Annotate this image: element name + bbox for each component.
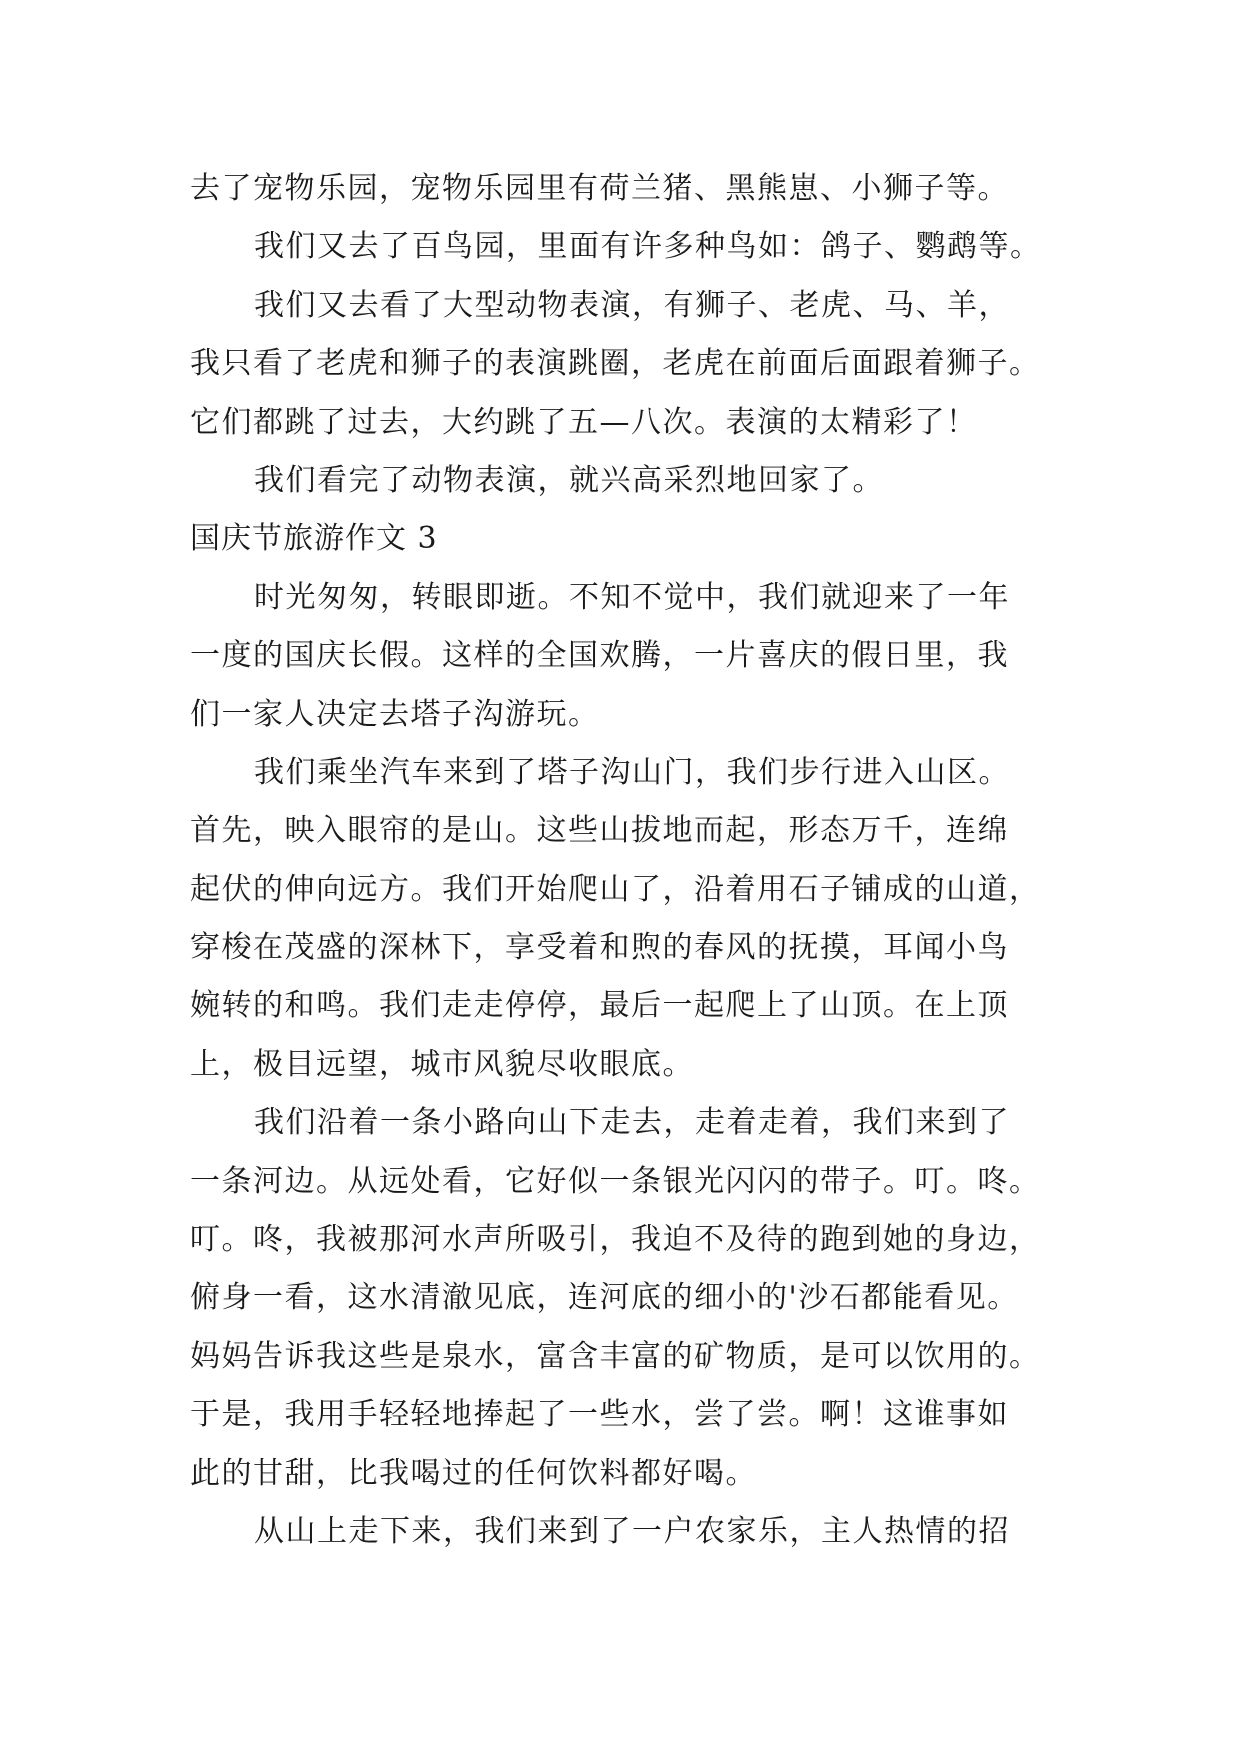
text-line: 叮。咚，我被那河水声所吸引，我迫不及待的跑到她的身边， bbox=[190, 1222, 1041, 1258]
text-line: 妈妈告诉我这些是泉水，富含丰富的矿物质，是可以饮用的。 bbox=[190, 1338, 1041, 1374]
text-line: 此的甘甜，比我喝过的任何饮料都好喝。 bbox=[190, 1455, 757, 1491]
text-line: 起伏的伸向远方。我们开始爬山了，沿着用石子铺成的山道， bbox=[190, 871, 1041, 907]
text-line: 我们乘坐汽车来到了塔子沟山门，我们步行进入山区。 bbox=[254, 754, 1010, 790]
essay-body bbox=[190, 160, 1060, 1561]
text-line: 上，极目远望，城市风貌尽收眼底。 bbox=[190, 1046, 694, 1082]
text-line: 俯身一看，这水清澈见底，连河底的细小的'沙石都能看见。 bbox=[190, 1280, 1019, 1316]
text-line: 一度的国庆长假。这样的全国欢腾，一片喜庆的假日里，我 bbox=[190, 638, 1009, 674]
text-line: 它们都跳了过去，大约跳了五—八次。表演的太精彩了！ bbox=[190, 404, 978, 440]
text-line: 一条河边。从远处看，它好似一条银光闪闪的带子。叮。咚。 bbox=[190, 1163, 1041, 1199]
text-line: 我们又去看了大型动物表演，有狮子、老虎、马、羊， bbox=[254, 287, 1010, 323]
text-line: 从山上走下来，我们来到了一户农家乐，主人热情的招 bbox=[254, 1513, 1010, 1549]
text-line: 时光匆匆，转眼即逝。不知不觉中，我们就迎来了一年 bbox=[254, 579, 1010, 615]
text-line: 去了宠物乐园，宠物乐园里有荷兰猪、黑熊崽、小狮子等。 bbox=[190, 171, 1009, 206]
text-line: 我只看了老虎和狮子的表演跳圈，老虎在前面后面跟着狮子。 bbox=[190, 346, 1041, 382]
text-line: 们一家人决定去塔子沟游玩。 bbox=[190, 696, 600, 732]
text-line: 我们看完了动物表演，就兴高采烈地回家了。 bbox=[254, 462, 884, 498]
text-line: 穿梭在茂盛的深林下，享受着和煦的春风的抚摸，耳闻小鸟 bbox=[190, 930, 1009, 966]
text-line: 我们沿着一条小路向山下走去，走着走着，我们来到了 bbox=[254, 1105, 1010, 1141]
text-line: 于是，我用手轻轻地捧起了一些水，尝了尝。啊！这谁事如 bbox=[190, 1397, 1009, 1433]
section-heading: 国庆节旅游作文 3 bbox=[190, 521, 438, 557]
text-line: 我们又去了百鸟园，里面有许多种鸟如：鸽子、鹦鹉等。 bbox=[254, 229, 1042, 265]
text-line: 首先，映入眼帘的是山。这些山拔地而起，形态万千，连绵 bbox=[190, 813, 1009, 849]
text-line: 婉转的和鸣。我们走走停停，最后一起爬上了山顶。在上顶 bbox=[190, 988, 1009, 1024]
